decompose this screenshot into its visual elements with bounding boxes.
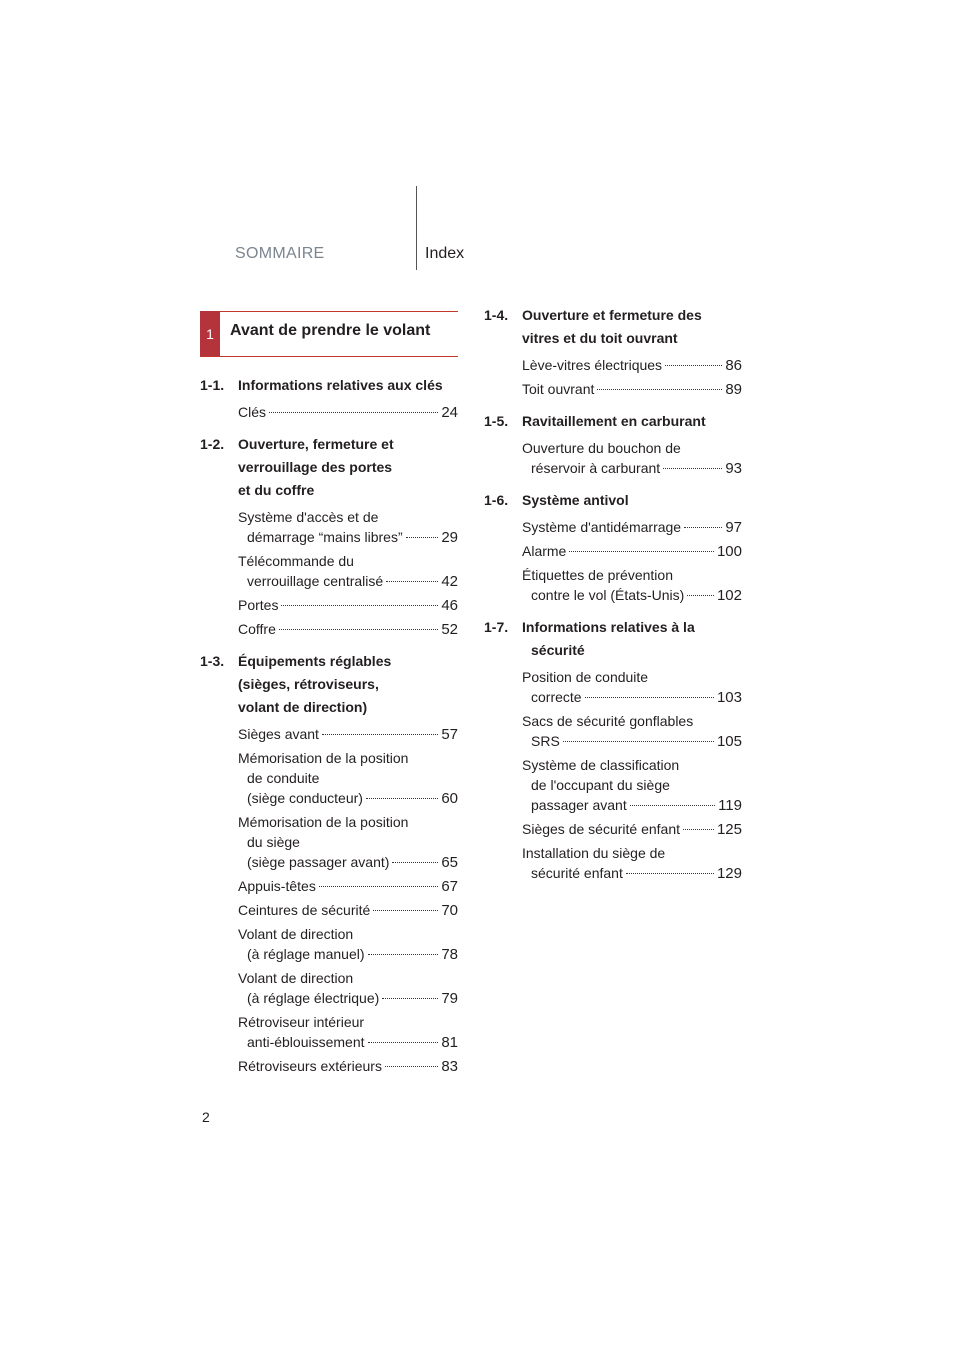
entry-last-line [522, 687, 742, 708]
entry-text-line: de l'occupant du siège [531, 777, 670, 793]
chapter-title-line: Ouverture, fermeture et [238, 436, 394, 452]
chapter-title-text [238, 374, 458, 397]
entry-last-line [522, 458, 742, 479]
chapter-title [200, 374, 458, 397]
entry-text: Toit ouvrant [522, 381, 595, 397]
entry-last-line [238, 1032, 458, 1053]
entry-page-number: 105 [716, 733, 742, 750]
entry-page-number: 103 [716, 689, 742, 706]
entry-last-line [238, 527, 458, 548]
chapter-title [484, 304, 742, 350]
entry-page-number: 97 [725, 519, 742, 536]
toc-entry-link[interactable] [522, 755, 742, 816]
toc-chapter [484, 616, 742, 884]
entry-text: Lève-vitres électriques [522, 357, 663, 373]
chapter-title [484, 489, 742, 512]
entry-text: (siège passager avant) [247, 854, 390, 870]
dot-leader [392, 862, 438, 863]
entry-last-line [238, 595, 458, 616]
entry-page-number: 102 [716, 587, 742, 604]
entry-last-line [522, 819, 742, 840]
entry-last-line [238, 988, 458, 1009]
chapter-title [200, 650, 458, 719]
toc-column-left [200, 374, 458, 1087]
section-header [200, 311, 458, 357]
entry-text: démarrage “mains libres” [247, 529, 403, 545]
entry-page-number: 52 [441, 621, 458, 638]
entry-text-line: Volant de direction [238, 970, 354, 986]
toc-entry-link[interactable] [522, 711, 742, 752]
dot-leader [663, 468, 722, 469]
entry-text-line: Système de classification [522, 757, 680, 773]
entry-last-line [522, 541, 742, 562]
toc-entry-link[interactable] [238, 507, 458, 548]
chapter-title [200, 433, 458, 502]
chapter-number: 1-1. [200, 377, 225, 393]
entry-text-line: Rétroviseur intérieur [238, 1014, 365, 1030]
toc-entry-link[interactable] [238, 595, 458, 616]
entry-last-line [238, 852, 458, 873]
chapter-title-text [238, 433, 458, 502]
section-rule-bottom [200, 356, 458, 357]
entry-last-line [238, 402, 458, 423]
entry-page-number: 29 [441, 529, 458, 546]
toc-entry-link[interactable] [522, 355, 742, 376]
section-title: Avant de prendre le volant [230, 322, 431, 339]
entry-page-number: 129 [716, 865, 742, 882]
chapter-title-line: verrouillage des portes [238, 459, 393, 475]
entry-page-number: 79 [441, 990, 458, 1007]
chapter-number: 1-6. [484, 492, 509, 508]
index-link[interactable]: Index [425, 245, 465, 262]
dot-leader [630, 805, 715, 806]
entry-text: Ceintures de sécurité [238, 902, 371, 918]
entry-last-line [238, 788, 458, 809]
entry-text-line: Télécommande du [238, 553, 354, 569]
entry-last-line [522, 355, 742, 376]
chapter-title-text [522, 410, 742, 433]
entry-page-number: 93 [725, 460, 742, 477]
entry-page-number: 78 [441, 946, 458, 963]
chapter-title-line: Ouverture et fermeture des [522, 307, 702, 323]
toc-entry-link[interactable] [238, 551, 458, 592]
section-rule-top [200, 311, 458, 312]
entry-text-line: Installation du siège de [522, 845, 666, 861]
chapter-title-line: (sièges, rétroviseurs, [238, 676, 379, 692]
entry-page-number: 86 [725, 357, 742, 374]
toc-chapter [484, 489, 742, 606]
entry-last-line [522, 731, 742, 752]
entry-last-line [522, 863, 742, 884]
dot-leader [385, 1066, 438, 1067]
entry-page-number: 57 [441, 726, 458, 743]
entry-text: passager avant [531, 797, 627, 813]
toc-entry-link[interactable] [238, 619, 458, 640]
chapter-number: 1-2. [200, 436, 225, 452]
entry-last-line [522, 517, 742, 538]
dot-leader [597, 389, 722, 390]
entry-text: Coffre [238, 621, 276, 637]
entry-text-line: Volant de direction [238, 926, 354, 942]
entry-page-number: 81 [441, 1034, 458, 1051]
chapter-entries [484, 355, 742, 400]
dot-leader [366, 798, 438, 799]
dot-leader [585, 697, 714, 698]
entry-text-line: Étiquettes de prévention [522, 567, 673, 583]
toc-entry-link[interactable] [522, 667, 742, 708]
toc-chapter [484, 304, 742, 400]
chapter-title-line: Ravitaillement en carburant [522, 413, 706, 429]
entry-text-line: Mémorisation de la position [238, 814, 409, 830]
entry-text: réservoir à carburant [531, 460, 661, 476]
entry-text: correcte [531, 689, 582, 705]
toc-entry-link[interactable] [522, 819, 742, 840]
chapter-title-line: volant de direction) [238, 699, 368, 715]
section-number: 1 [200, 311, 220, 357]
sommaire-link[interactable]: SOMMAIRE [235, 245, 325, 262]
entry-last-line [238, 724, 458, 745]
toc-entry-link[interactable] [238, 876, 458, 897]
entry-text-line: Système d'accès et de [238, 509, 379, 525]
entry-last-line [522, 379, 742, 400]
toc-column-right [484, 304, 742, 894]
toc-entry-link[interactable] [238, 900, 458, 921]
chapter-entries [484, 438, 742, 479]
toc-chapter [200, 433, 458, 640]
entry-text: Rétroviseurs extérieurs [238, 1058, 382, 1074]
toc-entry-link[interactable] [238, 724, 458, 745]
dot-leader [687, 595, 714, 596]
header-divider [416, 186, 417, 270]
entry-last-line [238, 900, 458, 921]
toc-entry-link[interactable] [238, 402, 458, 423]
entry-page-number: 83 [441, 1058, 458, 1075]
dot-leader [269, 412, 438, 413]
chapter-title-line: Informations relatives aux clés [238, 377, 443, 393]
entry-text-line: Ouverture du bouchon de [522, 440, 681, 456]
chapter-title-line: vitres et du toit ouvrant [522, 330, 678, 346]
toc-entry-link[interactable] [238, 924, 458, 965]
entry-page-number: 24 [441, 404, 458, 421]
dot-leader [281, 605, 438, 606]
chapter-title-text [522, 489, 742, 512]
dot-leader [322, 734, 438, 735]
entry-last-line [522, 795, 742, 816]
toc-chapter [200, 374, 458, 423]
page-number: 2 [202, 1109, 210, 1125]
chapter-entries [200, 724, 458, 1077]
chapter-entries [200, 507, 458, 640]
entry-text: Portes [238, 597, 279, 613]
dot-leader [665, 365, 722, 366]
chapter-number: 1-7. [484, 619, 509, 635]
entry-last-line [238, 876, 458, 897]
toc-entry-link[interactable] [522, 565, 742, 606]
toc-entry-link[interactable] [522, 438, 742, 479]
entry-text: Système d'antidémarrage [522, 519, 682, 535]
entry-text: (siège conducteur) [247, 790, 363, 806]
chapter-title-line: et du coffre [238, 482, 315, 498]
dot-leader [626, 873, 714, 874]
entry-text: SRS [531, 733, 560, 749]
chapter-entries [200, 402, 458, 423]
entry-page-number: 119 [718, 797, 742, 814]
entry-last-line [238, 619, 458, 640]
dot-leader [683, 829, 714, 830]
entry-page-number: 125 [716, 821, 742, 838]
entry-text-line: Mémorisation de la position [238, 750, 409, 766]
chapter-entries [484, 667, 742, 884]
toc-entry-link[interactable] [238, 1056, 458, 1077]
entry-text: Sièges avant [238, 726, 319, 742]
toc-entry-link[interactable] [522, 541, 742, 562]
entry-text: verrouillage centralisé [247, 573, 384, 589]
entry-last-line [522, 585, 742, 606]
entry-last-line [238, 1056, 458, 1077]
entry-text-line: de conduite [247, 770, 320, 786]
entry-page-number: 42 [441, 573, 458, 590]
toc-entry-link[interactable] [522, 843, 742, 884]
dot-leader [373, 910, 438, 911]
toc-chapter [200, 650, 458, 1077]
toc-entry-link[interactable] [522, 379, 742, 400]
chapter-entries [484, 517, 742, 606]
dot-leader [368, 954, 439, 955]
entry-text-line: Sacs de sécurité gonflables [522, 713, 694, 729]
entry-page-number: 46 [441, 597, 458, 614]
toc-entry-link[interactable] [238, 968, 458, 1009]
chapter-title-text [238, 650, 458, 719]
chapter-title-line: Système antivol [522, 492, 629, 508]
entry-text-line: Position de conduite [522, 669, 649, 685]
entry-text: (à réglage manuel) [247, 946, 365, 962]
entry-page-number: 65 [441, 854, 458, 871]
dot-leader [569, 551, 714, 552]
chapter-number: 1-5. [484, 413, 509, 429]
entry-page-number: 67 [441, 878, 458, 895]
dot-leader [319, 886, 438, 887]
entry-page-number: 89 [725, 381, 742, 398]
chapter-title-line: Équipements réglables [238, 653, 392, 669]
entry-text: (à réglage électrique) [247, 990, 380, 1006]
dot-leader [386, 581, 438, 582]
dot-leader [406, 537, 439, 538]
entry-text: Appuis-têtes [238, 878, 316, 894]
dot-leader [368, 1042, 439, 1043]
dot-leader [382, 998, 438, 999]
toc-chapter [484, 410, 742, 479]
chapter-title-line: Informations relatives à la sécurité [522, 619, 695, 658]
entry-page-number: 100 [716, 543, 742, 560]
entry-text-line: du siège [247, 834, 300, 850]
chapter-title-text [522, 304, 742, 350]
chapter-title [484, 410, 742, 433]
chapter-number: 1-3. [200, 653, 225, 669]
dot-leader [279, 629, 438, 630]
chapter-title [484, 616, 742, 662]
entry-text: contre le vol (États-Unis) [531, 587, 685, 603]
entry-last-line [238, 944, 458, 965]
toc-entry-link[interactable] [238, 812, 458, 873]
toc-entry-link[interactable] [238, 1012, 458, 1053]
dot-leader [563, 741, 714, 742]
entry-text: sécurité enfant [531, 865, 623, 881]
entry-page-number: 60 [441, 790, 458, 807]
entry-text: Sièges de sécurité enfant [522, 821, 680, 837]
toc-entry-link[interactable] [238, 748, 458, 809]
entry-text: Clés [238, 404, 267, 420]
chapter-number: 1-4. [484, 307, 509, 323]
dot-leader [684, 527, 722, 528]
entry-page-number: 70 [441, 902, 458, 919]
entry-text: Alarme [522, 543, 567, 559]
entry-text: anti-éblouissement [247, 1034, 365, 1050]
chapter-title-text [522, 616, 742, 662]
entry-last-line [238, 571, 458, 592]
toc-entry-link[interactable] [522, 517, 742, 538]
